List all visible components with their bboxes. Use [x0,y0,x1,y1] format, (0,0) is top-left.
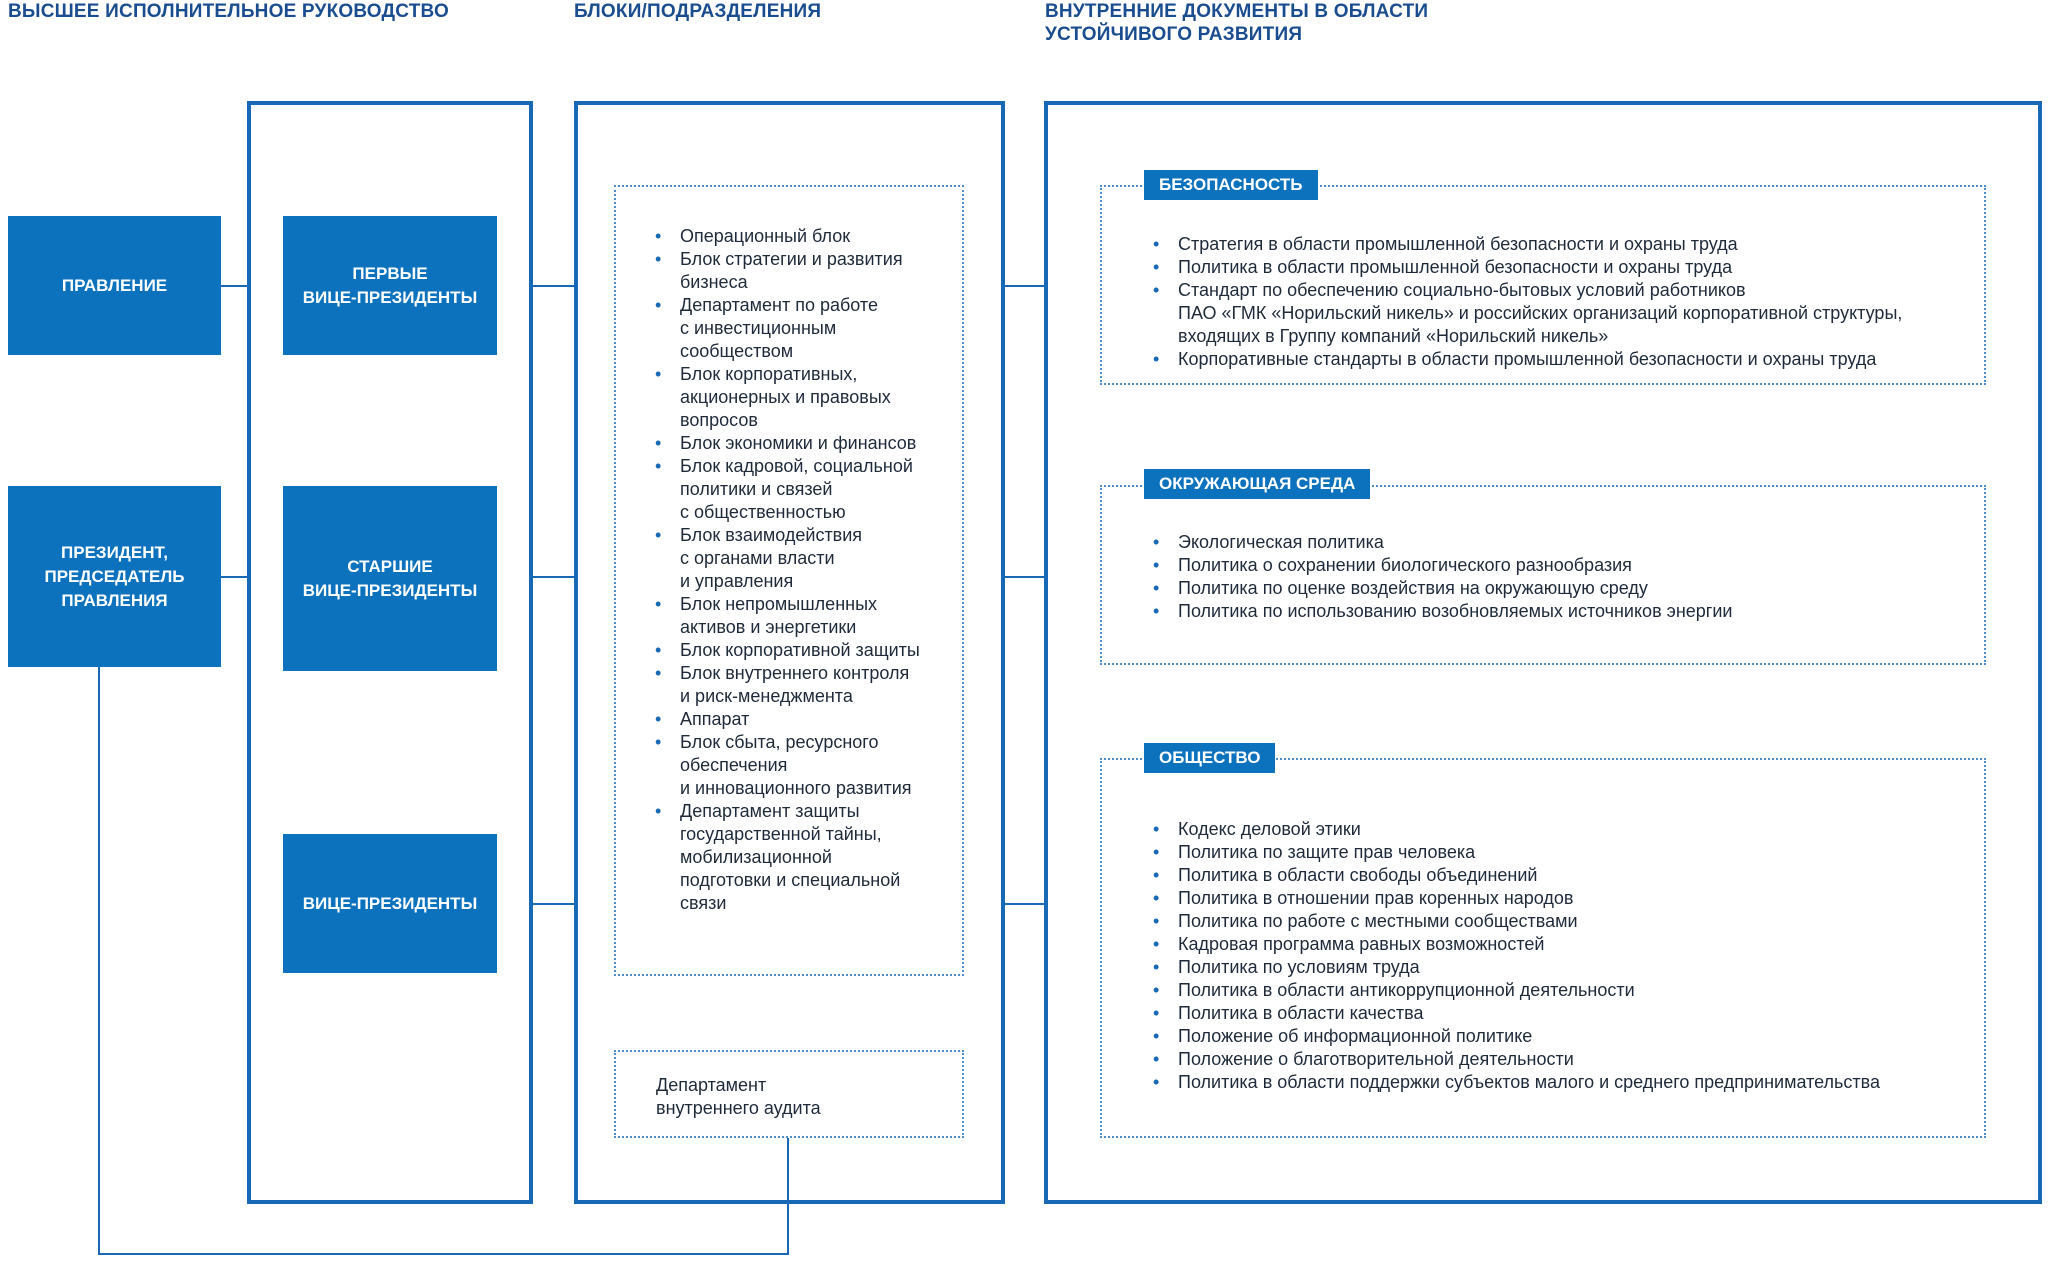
audit-connector-line [98,667,100,1255]
connector-line [221,576,247,578]
environment-section [1100,485,1986,665]
society-section [1100,758,1986,1138]
division-item: • Блок корпоративной защиты [654,639,954,662]
division-item: • Аппарат [654,708,954,731]
document-item: • Кодекс деловой этики [1152,818,1972,841]
header-management: ВЫСШЕЕ ИСПОЛНИТЕЛЬНОЕ РУКОВОДСТВО [8,1,449,22]
division-item: • Блок сбыта, ресурсного обеспечения и инновационного развития [654,731,954,800]
safety-label: БЕЗОПАСНОСТЬ [1144,170,1318,200]
connector-line [221,285,247,287]
audit-connector-line [787,1138,789,1255]
document-item: • Положение об информационной политике [1152,1025,1972,1048]
divisions-list [654,225,954,915]
division-item: • Блок взаимодействия с органами власти и управления [654,524,954,593]
division-item: • Операционный блок [654,225,954,248]
document-item: • Политика в области поддержки субъектов малого и среднего предпринимательства [1152,1071,1972,1094]
connector-line [533,903,574,905]
environment-label: ОКРУЖАЮЩАЯ СРЕДА [1144,469,1370,499]
senior-vp-box: СТАРШИЕ ВИЦЕ-ПРЕЗИДЕНТЫ [283,486,497,671]
division-item: • Блок кадровой, социальной политики и связей с общественностью [654,455,954,524]
document-item: • Политика по защите прав человека [1152,841,1972,864]
connector-line [1005,903,1044,905]
division-item: • Департамент по работе с инвестиционным сообществом [654,294,954,363]
document-item: • Политика в области качества [1152,1002,1972,1025]
audit-connector-line [98,1253,788,1255]
board-box: ПРАВЛЕНИЕ [8,216,221,355]
division-item: • Департамент защиты государственной тайны, мобилизационной подготовки и специальной связи [654,800,954,915]
safety-section [1100,185,1986,385]
document-item: • Политика по условиям труда [1152,956,1972,979]
connector-line [1005,576,1044,578]
environment-list [1152,531,1972,623]
document-item: • Политика в области промышленной безопасности и охраны труда [1152,256,1972,279]
division-item: • Блок непромышленных активов и энергетики [654,593,954,639]
document-item: • Политика в области свободы объединений [1152,864,1972,887]
vp-box: ВИЦЕ-ПРЕЗИДЕНТЫ [283,834,497,973]
division-item: • Блок внутреннего контроля и риск-менеджмента [654,662,954,708]
division-item: • Блок стратегии и развития бизнеса [654,248,954,294]
document-item: • Стандарт по обеспечению социально-бытовых условий работников ПАО «ГМК «Норильский никель» и российских организаций корпоративной структуры, входящих в Группу компаний «Норильский никель» [1152,279,1972,348]
divisions-box [614,185,964,976]
document-item: • Кадровая программа равных возможностей [1152,933,1972,956]
document-item: • Экологическая политика [1152,531,1972,554]
audit-label: Департамент внутреннего аудита [656,1075,821,1118]
society-label: ОБЩЕСТВО [1144,743,1275,773]
division-item: • Блок корпоративных, акционерных и правовых вопросов [654,363,954,432]
division-item: • Блок экономики и финансов [654,432,954,455]
document-item: • Политика о сохранении биологического разнообразия [1152,554,1972,577]
president-box: ПРЕЗИДЕНТ, ПРЕДСЕДАТЕЛЬ ПРАВЛЕНИЯ [8,486,221,667]
society-list [1152,818,1972,1094]
safety-list [1152,233,1972,371]
document-item: • Политика в отношении прав коренных народов [1152,887,1972,910]
document-item: • Политика по оценке воздействия на окружающую среду [1152,577,1972,600]
document-item: • Политика в области антикоррупционной деятельности [1152,979,1972,1002]
document-item: • Политика по использованию возобновляемых источников энергии [1152,600,1972,623]
header-documents: ВНУТРЕННИЕ ДОКУМЕНТЫ В ОБЛАСТИ УСТОЙЧИВОГО РАЗВИТИЯ [1045,1,1429,45]
first-vp-box: ПЕРВЫЕ ВИЦЕ-ПРЕЗИДЕНТЫ [283,216,497,355]
connector-line [1005,285,1044,287]
connector-line [533,576,574,578]
audit-box [614,1050,964,1138]
connector-line [533,285,574,287]
document-item: • Положение о благотворительной деятельности [1152,1048,1972,1071]
document-item: • Стратегия в области промышленной безопасности и охраны труда [1152,233,1972,256]
header-blocks: БЛОКИ/ПОДРАЗДЕЛЕНИЯ [574,1,822,22]
document-item: • Корпоративные стандарты в области промышленной безопасности и охраны труда [1152,348,1972,371]
document-item: • Политика по работе с местными сообществами [1152,910,1972,933]
